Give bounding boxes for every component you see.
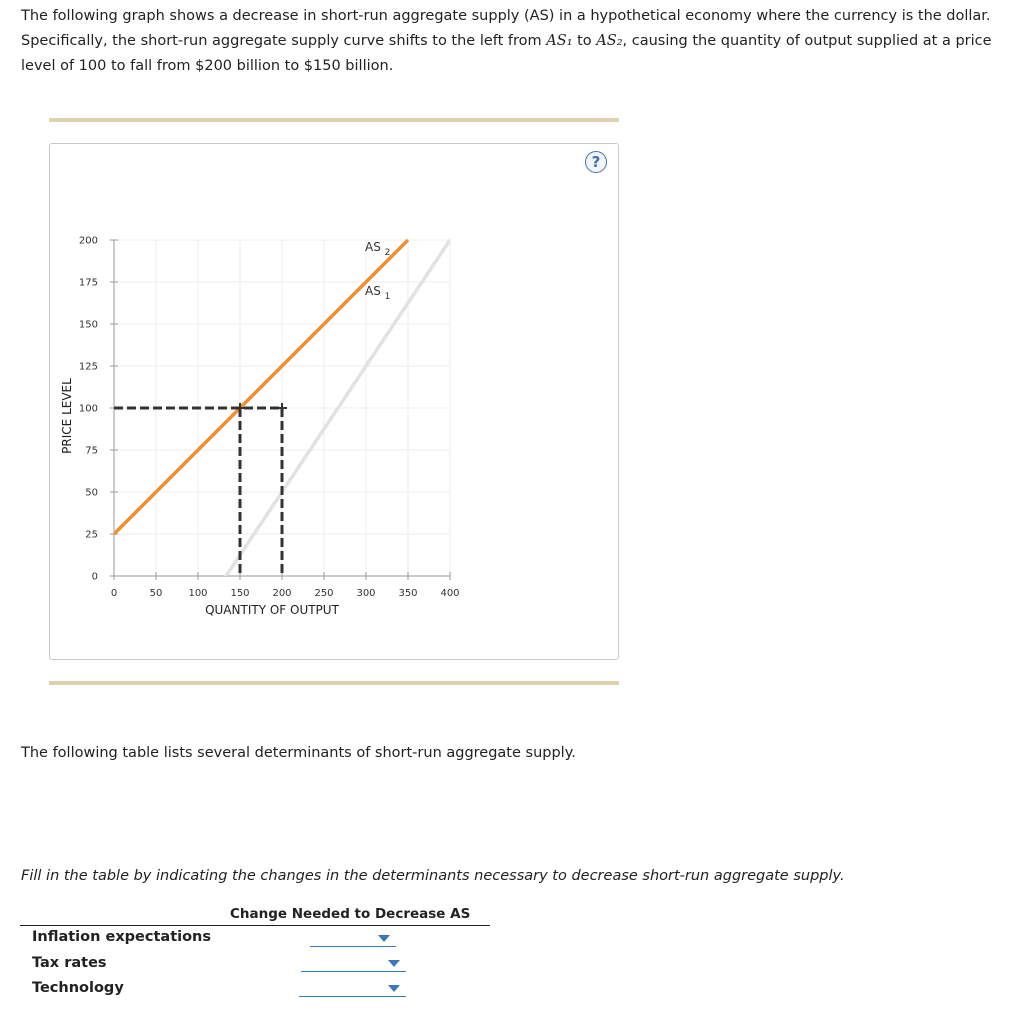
y-tick-label: 100 bbox=[78, 403, 98, 415]
x-tick-label: 50 bbox=[149, 588, 163, 599]
y-tick-label: 175 bbox=[78, 277, 98, 289]
y-tick-label: 150 bbox=[78, 319, 98, 331]
x-tick-label: 350 bbox=[398, 588, 418, 599]
y-tick-label: 200 bbox=[78, 235, 98, 247]
chevron-down-icon bbox=[378, 935, 390, 942]
x-tick-label: 0 bbox=[110, 588, 118, 599]
series-line-as2 bbox=[114, 240, 408, 534]
intro-line-2c: , causing the quantity of output supplied at a price bbox=[622, 33, 992, 49]
x-axis-title: QUANTITY OF OUTPUT bbox=[205, 603, 339, 617]
chevron-down-icon bbox=[388, 985, 400, 992]
x-tick-label: 150 bbox=[230, 588, 250, 599]
table-header: Change Needed to Decrease AS bbox=[230, 906, 471, 922]
divider-bottom bbox=[49, 681, 619, 685]
row-label-inflation-expectations: Inflation expectations bbox=[32, 929, 212, 945]
chevron-down-icon bbox=[388, 960, 400, 967]
y-tick-label: 25 bbox=[85, 529, 98, 541]
intro-line-3: level of 100 to fall from $200 billion to $150 billion. bbox=[21, 58, 394, 74]
x-tick-label: 300 bbox=[356, 588, 376, 599]
row-label-technology: Technology bbox=[32, 980, 124, 996]
y-tick-label: 0 bbox=[91, 571, 98, 583]
help-icon[interactable]: ? bbox=[585, 151, 607, 173]
chart-axes bbox=[110, 240, 450, 580]
x-tick-label: 200 bbox=[272, 588, 292, 599]
technology-dropdown[interactable] bbox=[299, 982, 406, 997]
row-label-tax-rates: Tax rates bbox=[32, 955, 107, 971]
as2-symbol: AS₂ bbox=[596, 33, 623, 49]
intro-line-2b: to bbox=[572, 33, 597, 49]
x-tick-label: 400 bbox=[440, 588, 460, 599]
series-label-as2: AS $_2$ bbox=[365, 240, 391, 258]
y-tick-label: 50 bbox=[85, 487, 98, 499]
inflation-expectations-dropdown[interactable] bbox=[310, 932, 396, 947]
chart-reference-lines bbox=[114, 403, 287, 576]
instruction-text: Fill in the table by indicating the changes in the determinants necessary to decrease short-run aggregate supply. bbox=[21, 868, 845, 884]
y-tick-label: 75 bbox=[85, 445, 98, 457]
chart-labels bbox=[60, 236, 460, 618]
as1-symbol: AS₁ bbox=[546, 33, 573, 49]
intro-line-1: The following graph shows a decrease in short-run aggregate supply (AS) in a hypothetical economy where the currency is the dollar. bbox=[21, 8, 991, 24]
y-tick-label: 125 bbox=[78, 361, 98, 373]
tax-rates-dropdown[interactable] bbox=[301, 957, 406, 972]
x-tick-label: 100 bbox=[188, 588, 208, 599]
intro-line-2a: Specifically, the short-run aggregate supply curve shifts to the left from bbox=[21, 33, 547, 49]
y-axis-title: PRICE LEVEL bbox=[60, 378, 74, 454]
table-intro-text: The following table lists several determinants of short-run aggregate supply. bbox=[21, 745, 576, 761]
table-header-rule bbox=[20, 925, 490, 926]
series-label-as1: AS $_1$ bbox=[365, 284, 391, 302]
x-tick-label: 250 bbox=[314, 588, 334, 599]
